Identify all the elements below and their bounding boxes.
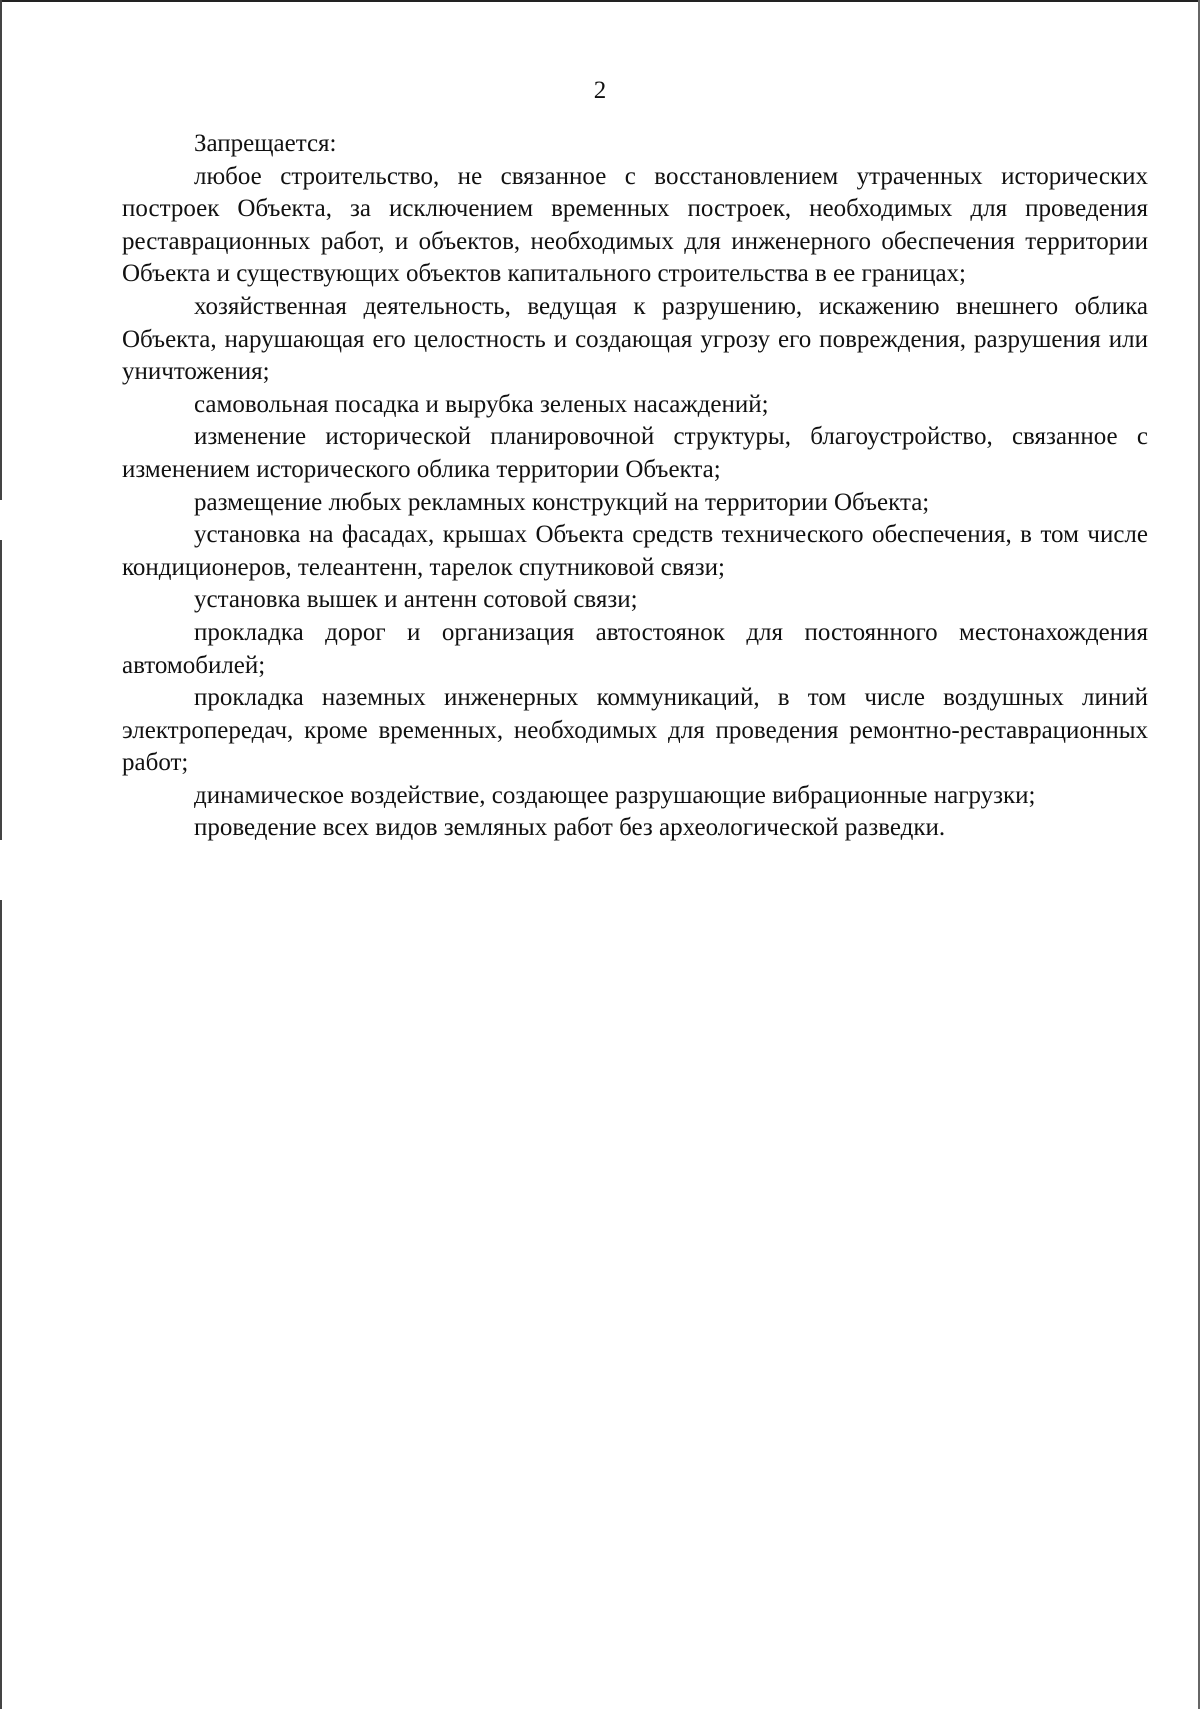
scan-edge-top — [0, 0, 1200, 2]
document-body — [122, 128, 1148, 845]
scan-edge-left — [0, 0, 2, 500]
prohibition-item: изменение исторической планировочной структуры, благоустройство, связанное с изменением исторического облика территории Объекта; — [122, 423, 1148, 483]
prohibition-item: прокладка дорог и организация автостоянок для постоянного местонахождения автомобилей; — [122, 618, 1148, 679]
scan-edge-left — [0, 900, 2, 1709]
prohibition-item: проведение всех видов земляных работ без археологической разведки. — [194, 814, 946, 842]
prohibition-item: любое строительство, не связанное с восстановлением утраченных исторических построек Объекта, за исключением временных построек, необходимых для проведения реставрационных работ, и объектов, необходимых для инженерного обеспечения территории Объекта и существующих объектов капитального строительства в ее границах; — [122, 162, 1148, 288]
scan-edge-left — [0, 540, 2, 840]
prohibition-item: самовольная посадка и вырубка зеленых насаждений; — [194, 390, 769, 418]
prohibition-item: размещение любых рекламных конструкций на территории Объекта; — [194, 488, 930, 516]
prohibition-item: установка вышек и антенн сотовой связи; — [194, 586, 638, 614]
prohibition-item: установка на фасадах, крышах Объекта средств технического обеспечения, в том числе кондиционеров, телеантенн, тарелок спутниковой связи; — [122, 521, 1148, 581]
prohibition-item: динамическое воздействие, создающее разрушающие вибрационные нагрузки; — [194, 781, 1036, 809]
section-heading: Запрещается: — [194, 130, 337, 157]
page-number: 2 — [593, 77, 607, 104]
prohibition-item: хозяйственная деятельность, ведущая к разрушению, искажению внешнего облика Объекта, нарушающая его целостность и создающая угрозу его повреждения, разрушения или уничтожения; — [122, 292, 1148, 386]
prohibition-item: прокладка наземных инженерных коммуникаций, в том числе воздушных линий электропередач, кроме временных, необходимых для проведения ремонтно-реставрационных работ; — [122, 684, 1148, 777]
